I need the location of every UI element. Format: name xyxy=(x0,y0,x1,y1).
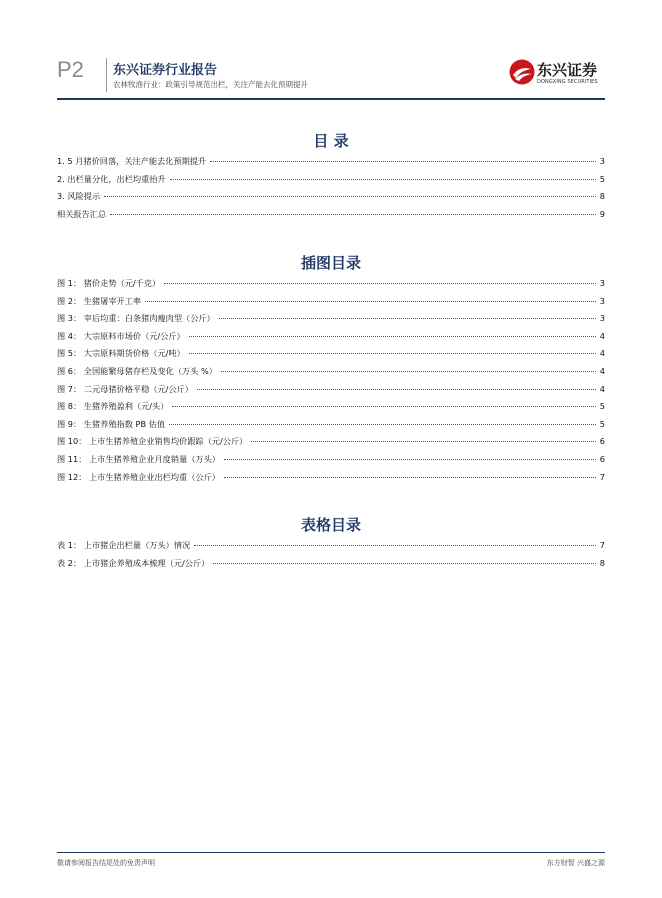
figure-entry-leader-dots xyxy=(169,423,596,425)
figure-entry-page: 6 xyxy=(599,436,605,447)
figure-entry-page: 3 xyxy=(599,278,605,288)
figure-entry-leader-dots xyxy=(172,405,595,407)
figure-entry-label: 图 6： 全国能繁母猪存栏及变化（万头 %） xyxy=(57,365,217,376)
page-number: P2 xyxy=(57,57,84,82)
figure-entry-page: 3 xyxy=(599,313,605,324)
figure-entry-label: 图 12： 上市生猪养殖企业出栏均重（公斤） xyxy=(57,471,220,482)
figure-entry-label: 图 4： 大宗原料市场价（元/公斤） xyxy=(57,330,185,341)
figure-entry-label: 图 5： 大宗原料期货价格（元/吨） xyxy=(57,348,185,359)
figure-entry-page: 6 xyxy=(599,453,605,464)
figure-entry-page: 4 xyxy=(599,330,605,341)
toc-entry-page: 5 xyxy=(599,173,605,184)
figure-entry[interactable] xyxy=(57,401,605,419)
table-entry[interactable] xyxy=(57,540,605,558)
figure-entry[interactable] xyxy=(57,472,605,490)
figure-entry-leader-dots xyxy=(219,317,596,319)
toc-title: 目 录 xyxy=(313,132,349,150)
report-type-title: 东兴证券行业报告 xyxy=(113,63,218,78)
figure-entry-leader-dots xyxy=(189,335,596,337)
toc-list xyxy=(57,156,605,226)
footer-disclaimer: 敬请参阅报告结尾处的免责声明 xyxy=(57,859,155,867)
figure-entry-page: 5 xyxy=(599,418,605,429)
figure-entry[interactable] xyxy=(57,313,605,331)
tables-list xyxy=(57,540,605,575)
toc-entry-page: 8 xyxy=(599,191,605,202)
figure-entry[interactable] xyxy=(57,278,605,296)
footer-rule xyxy=(57,852,605,853)
figure-entry-page: 5 xyxy=(599,401,605,412)
figure-entry-label: 图 9： 生猪养殖指数 PB 估值 xyxy=(57,418,166,429)
figure-entry-leader-dots xyxy=(224,458,596,460)
toc-entry-page: 3 xyxy=(599,156,605,166)
toc-entry[interactable] xyxy=(57,209,605,227)
logo-english-text: DONGXING SECURITIES xyxy=(537,79,598,85)
table-entry-leader-dots xyxy=(213,562,595,564)
figure-entry-leader-dots xyxy=(197,388,596,390)
figure-entry-label: 图 10： 上市生猪养殖企业销售均价跟踪（元/公斤） xyxy=(57,436,248,447)
figure-entry[interactable] xyxy=(57,436,605,454)
toc-entry[interactable] xyxy=(57,156,605,174)
figure-entry[interactable] xyxy=(57,419,605,437)
figure-entry-label: 图 7： 二元母猪价格平稳（元/公斤） xyxy=(57,383,193,394)
figure-entry[interactable] xyxy=(57,384,605,402)
header-rule xyxy=(57,98,605,100)
toc-entry-label: 3. 风险提示 xyxy=(57,191,101,202)
figure-entry-leader-dots xyxy=(189,352,596,354)
toc-entry-leader-dots xyxy=(170,178,596,180)
figure-entry[interactable] xyxy=(57,331,605,349)
toc-entry-label: 2. 出栏量分化，出栏均重抬升 xyxy=(57,173,166,184)
figure-entry-leader-dots xyxy=(224,476,596,478)
figure-entry-page: 4 xyxy=(599,383,605,394)
table-entry-page: 7 xyxy=(599,540,605,550)
toc-entry-label: 相关报告汇总 xyxy=(57,208,107,219)
figure-entry-leader-dots xyxy=(251,440,595,442)
toc-entry-label: 1. 5 月猪价回落，关注产能去化预期提升 xyxy=(57,156,207,166)
company-logo xyxy=(509,58,605,92)
figure-entry-label: 图 1： 猪价走势（元/千克） xyxy=(57,278,161,288)
toc-entry-leader-dots xyxy=(104,195,596,197)
figure-entry-leader-dots xyxy=(164,282,596,284)
footer-slogan: 东方财智 兴盛之源 xyxy=(546,859,605,867)
table-entry-label: 表 2： 上市猪企养殖成本梳理（元/公斤） xyxy=(57,557,210,568)
toc-entry[interactable] xyxy=(57,191,605,209)
figure-entry-label: 图 8： 生猪养殖盈利（元/头） xyxy=(57,401,169,412)
toc-entry-leader-dots xyxy=(110,213,596,215)
figure-entry-page: 3 xyxy=(599,295,605,306)
figure-entry[interactable] xyxy=(57,454,605,472)
tables-title: 表格目录 xyxy=(300,516,361,534)
table-entry-page: 8 xyxy=(599,557,605,568)
figure-entry-leader-dots xyxy=(145,300,596,302)
header-separator xyxy=(106,58,107,92)
table-entry[interactable] xyxy=(57,558,605,576)
figure-entry-page: 4 xyxy=(599,365,605,376)
figure-entry[interactable] xyxy=(57,296,605,314)
figure-entry[interactable] xyxy=(57,348,605,366)
table-entry-leader-dots xyxy=(194,544,596,546)
figure-entry-label: 图 2： 生猪屠宰开工率 xyxy=(57,295,142,306)
toc-entry-page: 9 xyxy=(599,208,605,219)
logo-mark-icon xyxy=(509,59,535,85)
figure-entry-page: 4 xyxy=(599,348,605,359)
toc-entry-leader-dots xyxy=(210,160,596,162)
table-entry-label: 表 1： 上市猪企出栏量（万头）情况 xyxy=(57,540,191,550)
figure-entry-label: 图 11： 上市生猪养殖企业月度销量（万头） xyxy=(57,453,220,464)
report-subtitle: 农林牧渔行业：政策引导规范出栏，关注产能去化预期提升 xyxy=(113,80,308,89)
toc-entry[interactable] xyxy=(57,174,605,192)
logo-chinese-text: 东兴证券 xyxy=(537,61,598,79)
figure-entry[interactable] xyxy=(57,366,605,384)
figure-entry-label: 图 3： 宰后均重：白条猪肉瘦肉型（公斤） xyxy=(57,313,215,324)
figures-list xyxy=(57,278,605,489)
figure-entry-page: 7 xyxy=(599,471,605,482)
figures-title: 插图目录 xyxy=(300,254,361,272)
figure-entry-leader-dots xyxy=(221,370,596,372)
